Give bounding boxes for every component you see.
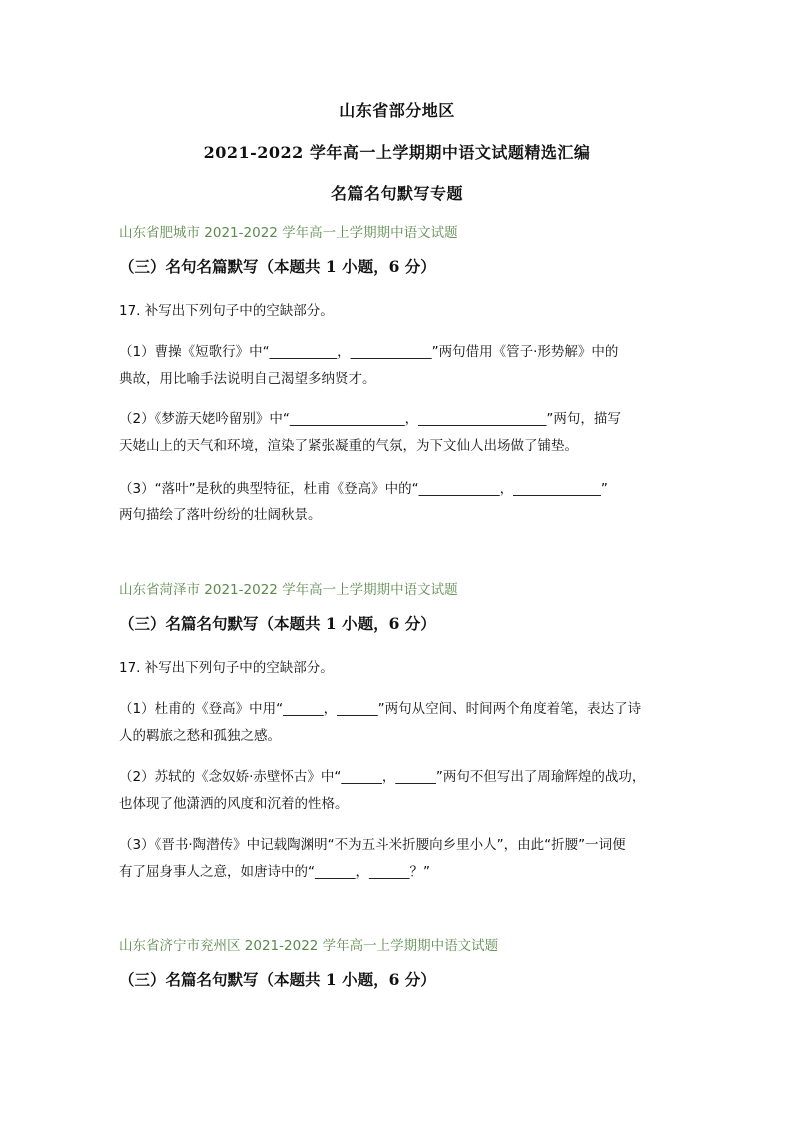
question-item-line: （2）《梦游天姥吟留别》中“_________________，___________________”两句，描写 [119, 411, 621, 427]
question-prompt: 17. 补写出下列句子中的空缺部分。 [119, 303, 334, 319]
section-source: 山东省肥城市 2021-2022 学年高一上学期期中语文试题 [119, 225, 458, 241]
question-item-line: 天姥山上的天气和环境，渲染了紧张凝重的气氛，为下文仙人出场做了铺垫。 [119, 438, 578, 454]
section-heading: （三）名篇名句默写（本题共 1 小题，6 分） [119, 614, 436, 633]
question-item-line: （3）“落叶”是秋的典型特征，杜甫《登高》中的“____________，_____________” [119, 481, 608, 497]
question-item-line: （1）曹操《短歌行》中“__________，____________”两句借用《管子·形势解》中的 [119, 344, 619, 360]
section-source: 山东省菏泽市 2021-2022 学年高一上学期期中语文试题 [119, 582, 458, 598]
doc-title-year: 2021-2022 学年高一上学期期中语文试题精选汇编 [203, 143, 591, 162]
question-item-line: （3）《晋书·陶潜传》中记载陶渊明“不为五斗米折腰向乡里小人”，由此“折腰”一词便 [119, 837, 626, 853]
question-item-line: 也体现了他潇洒的风度和沉着的性格。 [119, 796, 349, 812]
question-item-line: 典故，用比喻手法说明自己渴望多纳贤才。 [119, 371, 376, 387]
section-source: 山东省济宁市兖州区 2021-2022 学年高一上学期期中语文试题 [119, 938, 499, 954]
section-heading: （三）名句名篇默写（本题共 1 小题，6 分） [119, 257, 436, 276]
question-item-line: （1）杜甫的《登高》中用“______，______”两句从空间、时间两个角度着笔，表达了诗 [119, 701, 642, 717]
question-item-line: 人的羁旅之愁和孤独之感。 [119, 728, 281, 744]
question-item-line: 两句描绘了落叶纷纷的壮阔秋景。 [119, 507, 322, 523]
doc-title-region: 山东省部分地区 [339, 101, 455, 120]
section-heading: （三）名篇名句默写（本题共 1 小题，6 分） [119, 970, 436, 989]
question-prompt: 17. 补写出下列句子中的空缺部分。 [119, 660, 334, 676]
doc-title-topic: 名篇名句默写专题 [330, 184, 463, 203]
question-item-line: 有了屈身事人之意，如唐诗中的“______，______？” [119, 864, 430, 880]
question-item-line: （2）苏轼的《念奴娇·赤壁怀古》中“______，______”两句不但写出了周瑜辉煌的战功， [119, 769, 646, 785]
